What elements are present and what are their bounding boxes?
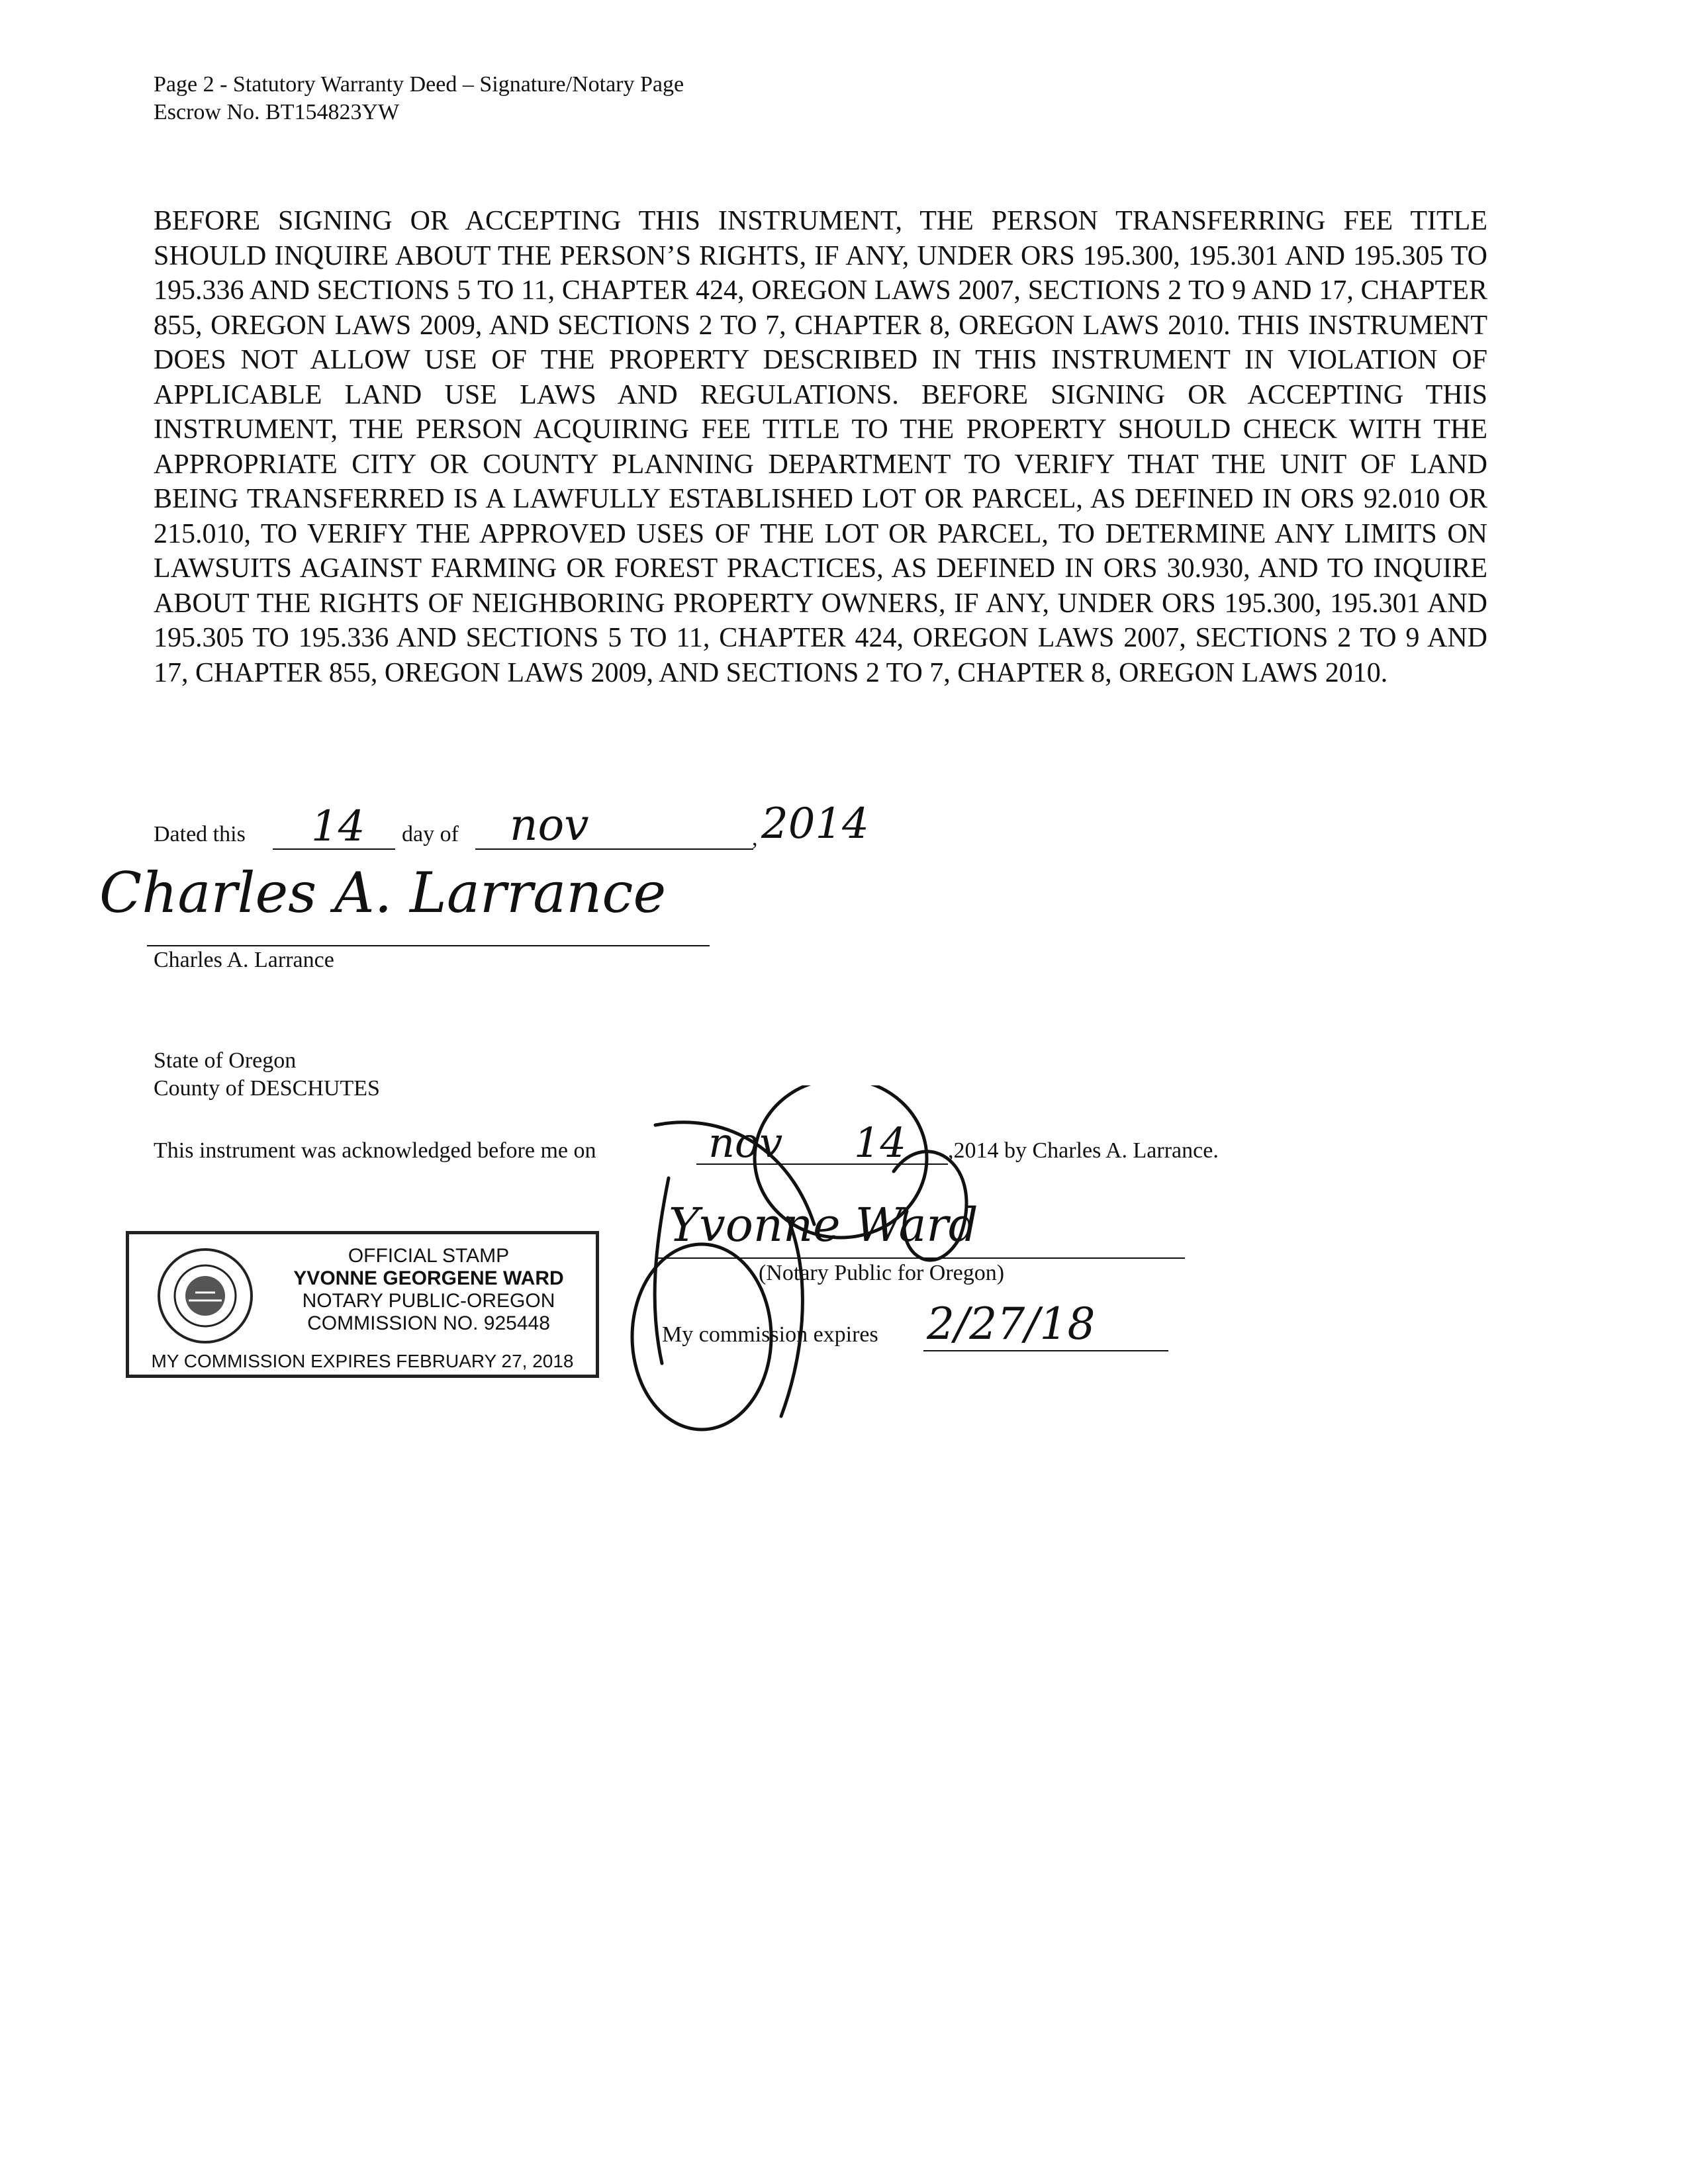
acknowledgment-day-handwritten: 14	[854, 1118, 906, 1167]
commission-date-handwritten: 2/27/18	[927, 1298, 1096, 1349]
notary-title: (Notary Public for Oregon)	[759, 1261, 1005, 1285]
venue-state: State of Oregon	[154, 1048, 297, 1073]
acknowledgment-month-handwritten: nov	[708, 1118, 783, 1167]
stamp-notary-type: NOTARY PUBLIC-OREGON	[302, 1290, 555, 1312]
dated-year-handwritten: 2014	[761, 799, 869, 848]
stamp-commission-number: COMMISSION NO. 925448	[307, 1312, 550, 1334]
escrow-number: Escrow No. BT154823YW	[154, 100, 400, 124]
stamp-heading: OFFICIAL STAMP	[348, 1245, 510, 1267]
dated-month-handwritten: nov	[510, 799, 589, 850]
dated-prefix: Dated this	[154, 822, 246, 846]
official-notary-stamp	[126, 1231, 599, 1378]
grantor-printed-name: Charles A. Larrance	[154, 948, 334, 972]
commission-date-blank	[923, 1350, 1168, 1351]
acknowledgment-text: This instrument was acknowledged before me on	[154, 1138, 596, 1163]
stamp-commission-expiry: MY COMMISSION EXPIRES FEBRUARY 27, 2018	[151, 1351, 574, 1371]
page-header-title: Page 2 - Statutory Warranty Deed – Signature/Notary Page	[154, 72, 684, 97]
state-seal-icon	[156, 1246, 255, 1345]
grantor-signature-line	[147, 945, 710, 946]
statutory-statement: BEFORE SIGNING OR ACCEPTING THIS INSTRUMENT, THE PERSON TRANSFERRING FEE TITLE SHOULD INQUIRE ABOUT THE PERSON’S RIGHTS, IF ANY, UNDER ORS 195.300, 195.301 AND 195.305 TO 195.336 AND SECTIONS 5 TO 11, CHAPTER 424, OREGON LAWS 2007, SECTIONS 2 TO 9 AND 17, CHAPTER 855, OREGON LAWS 2009, AND SECTIONS 2 TO 7, CHAPTER 8, OREGON LAWS 2010. THIS INSTRUMENT DOES NOT ALLOW USE OF THE PROPERTY DESCRIBED IN THIS INSTRUMENT IN VIOLATION OF APPLICABLE LAND USE LAWS AND REGULATIONS. BEFORE SIGNING OR ACCEPTING THIS INSTRUMENT, THE PERSON ACQUIRING FEE TITLE TO THE PROPERTY SHOULD CHECK WITH THE APPROPRIATE CITY OR COUNTY PLANNING DEPARTMENT TO VERIFY THAT THE UNIT OF LAND BEING TRANSFERRED IS A LAWFULLY ESTABLISHED LOT OR PARCEL, AS DEFINED IN ORS 92.010 OR 215.010, TO VERIFY THE APPROVED USES OF THE LOT OR PARCEL, TO DETERMINE ANY LIMITS ON LAWSUITS AGAINST FARMING OR FOREST PRACTICES, AS DEFINED IN ORS 30.930, AND TO INQUIRE ABOUT THE RIGHTS OF NEIGHBORING PROPERTY OWNERS, IF ANY, UNDER ORS 195.300, 195.301 AND 195.305 TO 195.336 AND SECTIONS 5 TO 11, CHAPTER 424, OREGON LAWS 2007, SECTIONS 2 TO 9 AND 17, CHAPTER 855, OREGON LAWS 2009, AND SECTIONS 2 TO 7, CHAPTER 8, OREGON LAWS 2010.	[154, 206, 1487, 688]
commission-label: My commission expires	[662, 1322, 878, 1347]
grantor-signature: Charles A. Larrance	[99, 860, 667, 925]
acknowledgment-year-and-name: ,2014 by Charles A. Larrance.	[948, 1138, 1219, 1163]
notary-signature: Yvonne Ward	[669, 1198, 978, 1252]
dated-day-label: day of	[402, 822, 459, 846]
notary-signature-line	[655, 1257, 1185, 1259]
stamp-notary-name: YVONNE GEORGENE WARD	[293, 1267, 564, 1289]
venue-county: County of DESCHUTES	[154, 1076, 380, 1101]
dated-day-handwritten: 14	[311, 802, 365, 851]
dated-comma: ,	[752, 826, 758, 850]
